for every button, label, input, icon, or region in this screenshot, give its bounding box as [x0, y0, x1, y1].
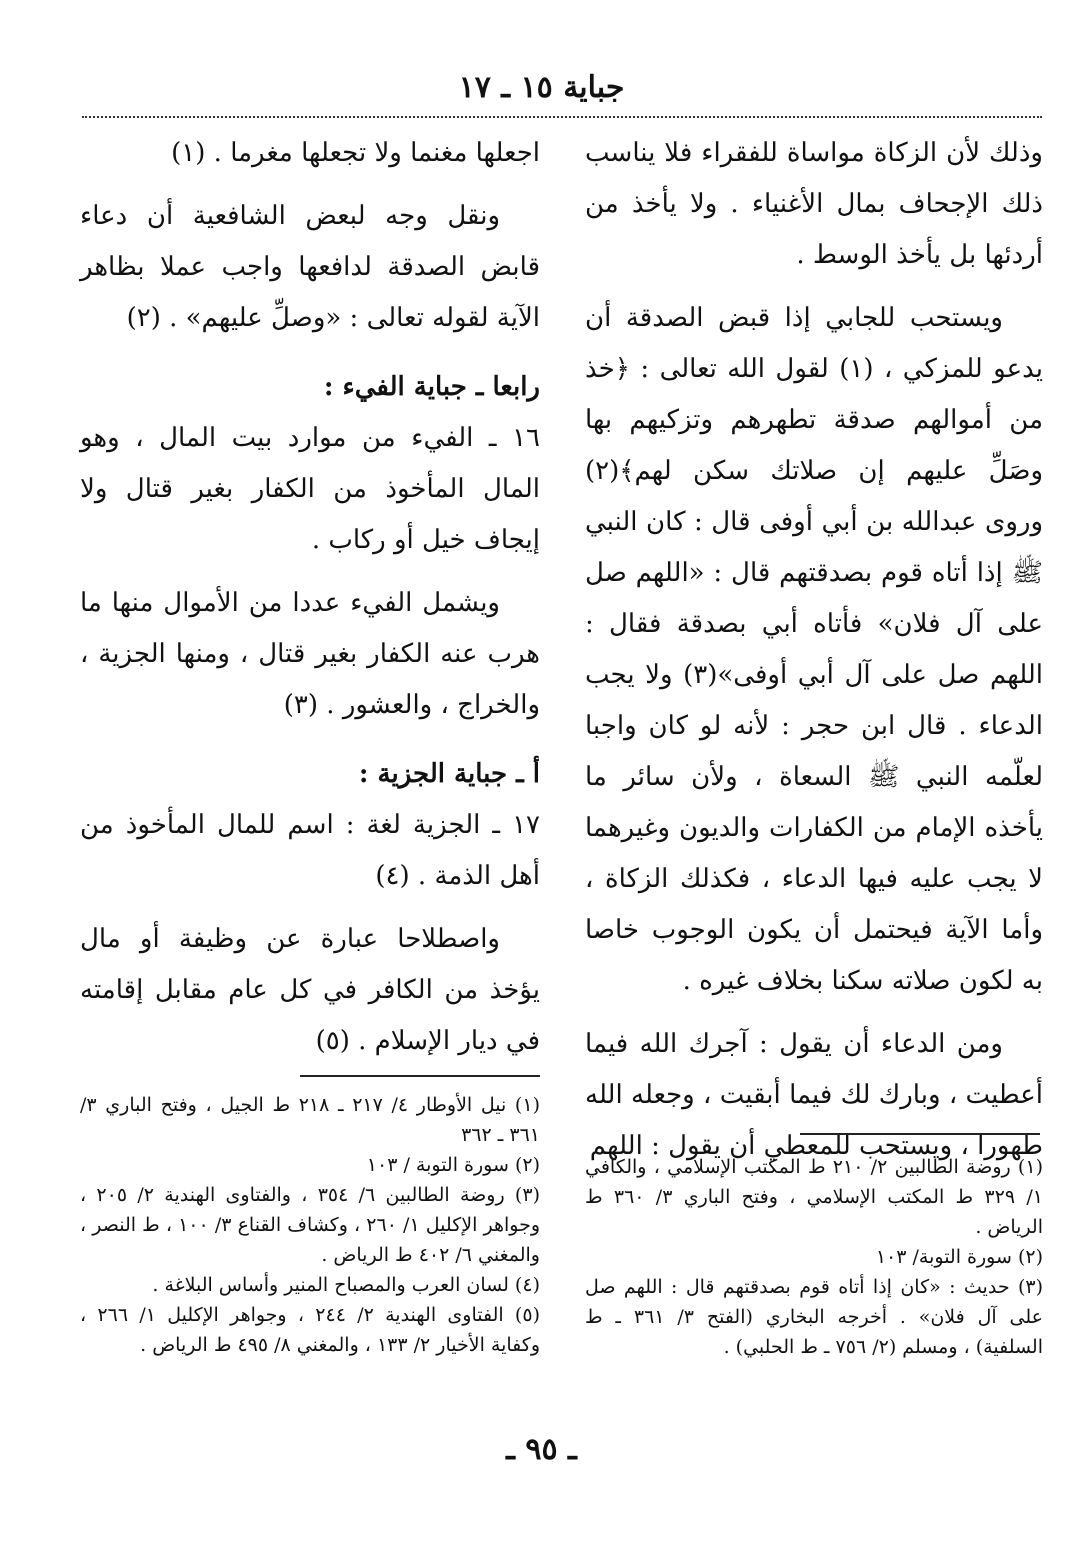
footnote-divider-right [800, 1133, 1040, 1135]
left-paragraph-5: ١٧ ـ الجزية لغة : اسم للمال المأخوذ من أهل الذمة . (٤) [80, 810, 540, 891]
left-paragraph-3: ١٦ ـ الفيء من موارد بيت المال ، وهو المال المأخوذ من الكفار بغير قتال ولا إيجاف خيل أو ركاب . [80, 423, 540, 555]
footnote: (١) نيل الأوطار ٤/ ٢١٧ ـ ٢١٨ ط الجيل ، وفتح الباري ٣/ ٣٦١ ـ ٣٦٢ [80, 1094, 540, 1146]
page-number: ـ ٩٥ ـ [506, 1432, 577, 1467]
footnote-divider-left [300, 1075, 540, 1077]
footnote: (٣) روضة الطالبين ٦/ ٣٥٤ ، والفتاوى الهندية ٢/ ٢٠٥ ، وجواهر الإكليل ١/ ٢٦٠ ، وكشاف القناع ٣/ ١٠٠ ، ط النصر ، والمغني ٦/ ٤٠٢ ط الرياض . [80, 1184, 540, 1266]
right-paragraph-3: ومن الدعاء أن يقول : آجرك الله فيما أعطيت ، وبارك لك فيما أبقيت ، وجعله الله طهورا ، ويستحب للمعطي أن يقول : اللهم [585, 1029, 1043, 1161]
header-divider [82, 116, 1042, 118]
running-header: جباية ١٥ ـ ١٧ [458, 70, 625, 105]
footnote: (٥) الفتاوى الهندية ٢/ ٢٤٤ ، وجواهر الإكليل ١/ ٢٦٦ ، وكفاية الأخيار ٢/ ١٣٣ ، والمغني ٨/ ٤٩٥ ط الرياض . [80, 1304, 540, 1356]
left-paragraph-1: اجعلها مغنما ولا تجعلها مغرما . (١) [171, 138, 540, 168]
footnote: (٢) سورة التوبة/ ١٠٣ [875, 1246, 1043, 1268]
section-heading-fay: رابعا ـ جباية الفيء : [323, 372, 540, 402]
footnote: (٢) سورة التوبة / ١٠٣ [366, 1154, 540, 1176]
footnotes-right [585, 1152, 1043, 1362]
right-paragraph-2: ويستحب للجابي إذا قبض الصدقة أن يدعو للمزكي ، (١) لقول الله تعالى : ﴿خذ من أموالهم صدقة تطهرهم وتزكيهم بها وصَلِّ عليهم إن صلاتك سكن لهم﴾(٢) وروى عبدالله بن أبي أوفى قال : كان النبي ﷺ إذا أتاه قوم بصدقتهم قال : «اللهم صل على آل فلان» فأتاه أبي بصدقة فقال : اللهم صل على آل أبي أوفى»(٣) ولا يجب الدعاء . قال ابن حجر : لأنه لو كان واجبا لعلّمه النبي ﷺ السعاة ، ولأن سائر ما يأخذه الإمام من الكفارات والديون وغيرهما لا يجب عليه فيها الدعاء ، فكذلك الزكاة ، وأما الآية فيحتمل أن يكون الوجوب خاصا به لكون صلاته سكنا بخلاف غيره . [585, 303, 1044, 996]
footnote: (١) روضة الطالبين ٢/ ٢١٠ ط المكتب الإسلامي ، والكافي ١/ ٣٢٩ ط المكتب الإسلامي ، وفتح الباري ٣/ ٣٦٠ ط الرياض . [585, 1156, 1043, 1238]
right-paragraph-1: وذلك لأن الزكاة مواساة للفقراء فلا يناسب ذلك الإجحاف بمال الأغنياء . ولا يأخذ من أردئها بل يأخذ الوسط . [585, 138, 1043, 270]
right-column [585, 128, 1044, 1161]
left-column [80, 128, 540, 1056]
left-paragraph-2: ونقل وجه لبعض الشافعية أن دعاء قابض الصدقة لدافعها واجب عملا بظاهر الآية لقوله تعالى : «وصلِّ عليهم» . (٢) [80, 201, 540, 333]
left-paragraph-6: واصطلاحا عبارة عن وظيفة أو مال يؤخذ من الكافر في كل عام مقابل إقامته في ديار الإسلام . (٥) [80, 924, 540, 1056]
footnotes-left [80, 1090, 540, 1360]
left-paragraph-4: ويشمل الفيء عددا من الأموال منها ما هرب عنه الكفار بغير قتال ، ومنها الجزية ، والخراج ، والعشور . (٣) [80, 588, 540, 720]
section-heading-jizya: أ ـ جباية الجزية : [358, 759, 540, 789]
footnote: (٣) حديث : «كان إذا أتاه قوم بصدقتهم قال : اللهم صل على آل فلان» . أخرجه البخاري (الفتح ٣/ ٣٦١ ـ ط السلفية) ، ومسلم (٢/ ٧٥٦ ـ ط الحلبي) . [585, 1276, 1043, 1358]
footnote: (٤) لسان العرب والمصباح المنير وأساس البلاغة . [152, 1274, 540, 1296]
